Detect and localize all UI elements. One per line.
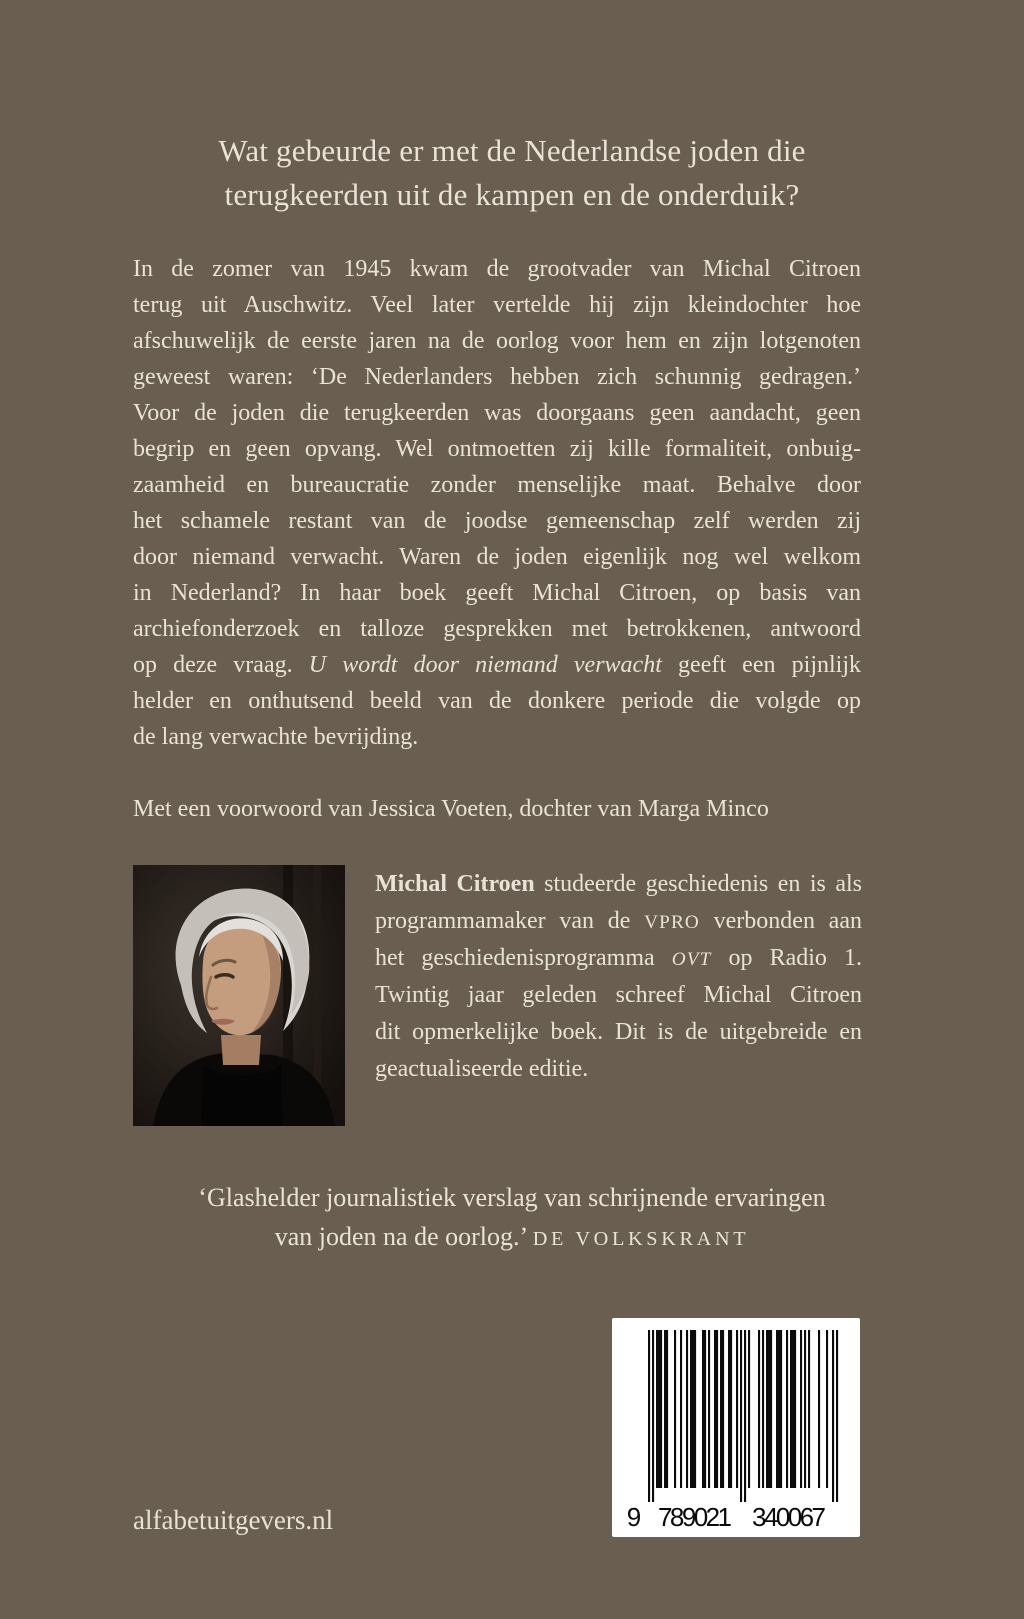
text-segment: terug uit Auschwitz. Veel later vertelde hij zijn kleindochter hoe [133, 292, 861, 318]
barcode-bar [728, 1330, 730, 1488]
text-segment: dit opmerkelijke boek. Dit is de uitgebreide en [375, 1019, 862, 1045]
barcode-bar [722, 1330, 724, 1488]
text-segment: studeerde geschiedenis en is als [534, 871, 862, 897]
text-segment: het schamele restant van de joodse gemeenschap zelf werden zij [133, 508, 861, 534]
barcode-bar [656, 1330, 658, 1488]
text-segment: VPRO [644, 912, 700, 933]
barcode-bar [790, 1330, 792, 1488]
barcode-bar [794, 1330, 796, 1488]
barcode-bar [780, 1330, 782, 1488]
author-bio-line [375, 866, 862, 903]
barcode-bar [664, 1330, 666, 1488]
text-segment: door niemand verwacht. Waren de joden eigenlijk nog wel welkom [133, 544, 861, 570]
text-segment: verbonden aan [699, 908, 862, 934]
text-segment: afschuwelijk de eerste jaren na de oorlog voor hem en zijn lotgenoten [133, 328, 861, 354]
barcode-bar [652, 1330, 654, 1502]
barcode-bar [744, 1330, 746, 1502]
barcode-bar [680, 1330, 682, 1488]
barcode-bar [804, 1330, 806, 1488]
barcode-bar [836, 1330, 838, 1502]
text-segment: geeft een pijnlijk [661, 652, 861, 678]
author-bio [375, 866, 862, 1088]
text-segment: programmamaker van de [375, 908, 645, 934]
barcode-bar [730, 1330, 732, 1488]
text-segment: geweest waren: ‘De Nederlanders hebben zich schunnig gedragen.’ [133, 364, 861, 390]
synopsis-line [133, 719, 861, 755]
barcode-bar [648, 1330, 650, 1502]
barcode-bar [686, 1330, 688, 1488]
barcode-bar [818, 1330, 820, 1488]
barcode-digits-mid: 789021 [658, 1502, 732, 1532]
barcode-bar [720, 1330, 722, 1488]
barcode-bar [716, 1330, 718, 1488]
synopsis-paragraph [133, 251, 861, 755]
text-segment: het geschiedenisprogramma [375, 945, 672, 971]
review-quote-line-1: ‘Glashelder journalistiek verslag van schrijnende ervaringen [198, 1183, 826, 1212]
synopsis-line [133, 467, 861, 503]
barcode-bar [832, 1330, 834, 1502]
synopsis-line [133, 647, 861, 683]
text-segment: op deze vraag. [133, 652, 309, 678]
heading-line-1: Wat gebeurde er met de Nederlandse joden die [218, 133, 806, 168]
barcode-bar [808, 1330, 810, 1488]
review-quote [0, 1178, 1024, 1259]
text-segment: op Radio 1. [711, 945, 863, 971]
synopsis-line [133, 539, 861, 575]
barcode-bar [748, 1330, 750, 1488]
text-segment: Michal Citroen [375, 871, 535, 897]
synopsis-line [133, 575, 861, 611]
barcode-bar [704, 1330, 706, 1488]
barcode-bar [778, 1330, 780, 1488]
cover-heading [0, 129, 1024, 217]
barcode-bar [800, 1330, 802, 1488]
barcode-bar [708, 1330, 710, 1488]
barcode-bar [770, 1330, 772, 1488]
heading-line-2: terugkeerden uit de kampen en de onderduik? [224, 177, 800, 212]
text-segment: zaamheid en bureaucratie zonder menselijke maat. Behalve door [133, 472, 861, 498]
author-bio-line [375, 940, 862, 977]
text-segment: OVT [671, 949, 712, 970]
text-segment: Twintig jaar geleden schreef Michal Citroen [375, 982, 862, 1008]
barcode-bar [666, 1330, 668, 1488]
barcode-bar [740, 1330, 742, 1502]
author-bio-line [375, 1051, 862, 1088]
review-source: DE VOLKSKRANT [532, 1228, 750, 1250]
barcode-bar [758, 1330, 760, 1488]
barcode-bar [694, 1330, 696, 1488]
synopsis-line [133, 503, 861, 539]
synopsis-line [133, 251, 861, 287]
text-segment: geactualiseerde editie. [375, 1056, 589, 1082]
text-segment: begrip en geen opvang. Wel ontmoetten zij kille formaliteit, onbuig- [133, 436, 861, 462]
text-segment: archiefonderzoek en talloze gesprekken met betrokkenen, antwoord [133, 616, 861, 642]
text-segment: Voor de joden die terugkeerden was doorgaans geen aandacht, geen [133, 400, 861, 426]
barcode-graphic [612, 1318, 860, 1537]
text-segment: in Nederland? In haar boek geeft Michal Citroen, op basis van [133, 580, 861, 606]
barcode-bar [660, 1330, 662, 1488]
barcode-bar [768, 1330, 770, 1488]
barcode-bar [714, 1330, 716, 1488]
barcode-bar [792, 1330, 794, 1488]
text-segment: helder en onthutsend beeld van de donkere periode die volgde op [133, 688, 861, 714]
barcode-bar [690, 1330, 692, 1488]
barcode-bar [692, 1330, 694, 1488]
synopsis-line [133, 431, 861, 467]
synopsis-line [133, 323, 861, 359]
barcode-bar [702, 1330, 704, 1488]
text-segment: In de zomer van 1945 kwam de grootvader van Michal Citroen [133, 256, 861, 282]
foreword-note: Met een voorwoord van Jessica Voeten, dochter van Marga Minco [133, 796, 769, 822]
barcode-bar [826, 1330, 828, 1488]
synopsis-line [133, 359, 861, 395]
author-bio-line [375, 1014, 862, 1051]
author-photo [133, 865, 345, 1126]
barcode [612, 1318, 860, 1537]
barcode-bar [776, 1330, 778, 1488]
synopsis-line [133, 395, 861, 431]
barcode-bar [766, 1330, 768, 1488]
synopsis-line [133, 683, 861, 719]
barcode-bar [736, 1330, 738, 1488]
author-bio-line [375, 977, 862, 1014]
barcode-bar [786, 1330, 788, 1488]
author-portrait-illustration [133, 865, 345, 1126]
synopsis-line [133, 287, 861, 323]
publisher-website: alfabetuitgevers.nl [133, 1505, 334, 1535]
barcode-bar [762, 1330, 764, 1488]
synopsis-line [133, 611, 861, 647]
barcode-digit-left: 9 [626, 1502, 642, 1532]
review-quote-line-2 [0, 1217, 1024, 1259]
barcode-digits-right: 340067 [752, 1502, 826, 1532]
review-quote-text: van joden na de oorlog.’ [274, 1222, 533, 1251]
text-segment: U wordt door niemand verwacht [308, 652, 662, 678]
barcode-bar [658, 1330, 660, 1488]
author-bio-line [375, 903, 862, 940]
text-segment: de lang verwachte bevrijding. [133, 724, 419, 750]
barcode-bar [674, 1330, 676, 1488]
